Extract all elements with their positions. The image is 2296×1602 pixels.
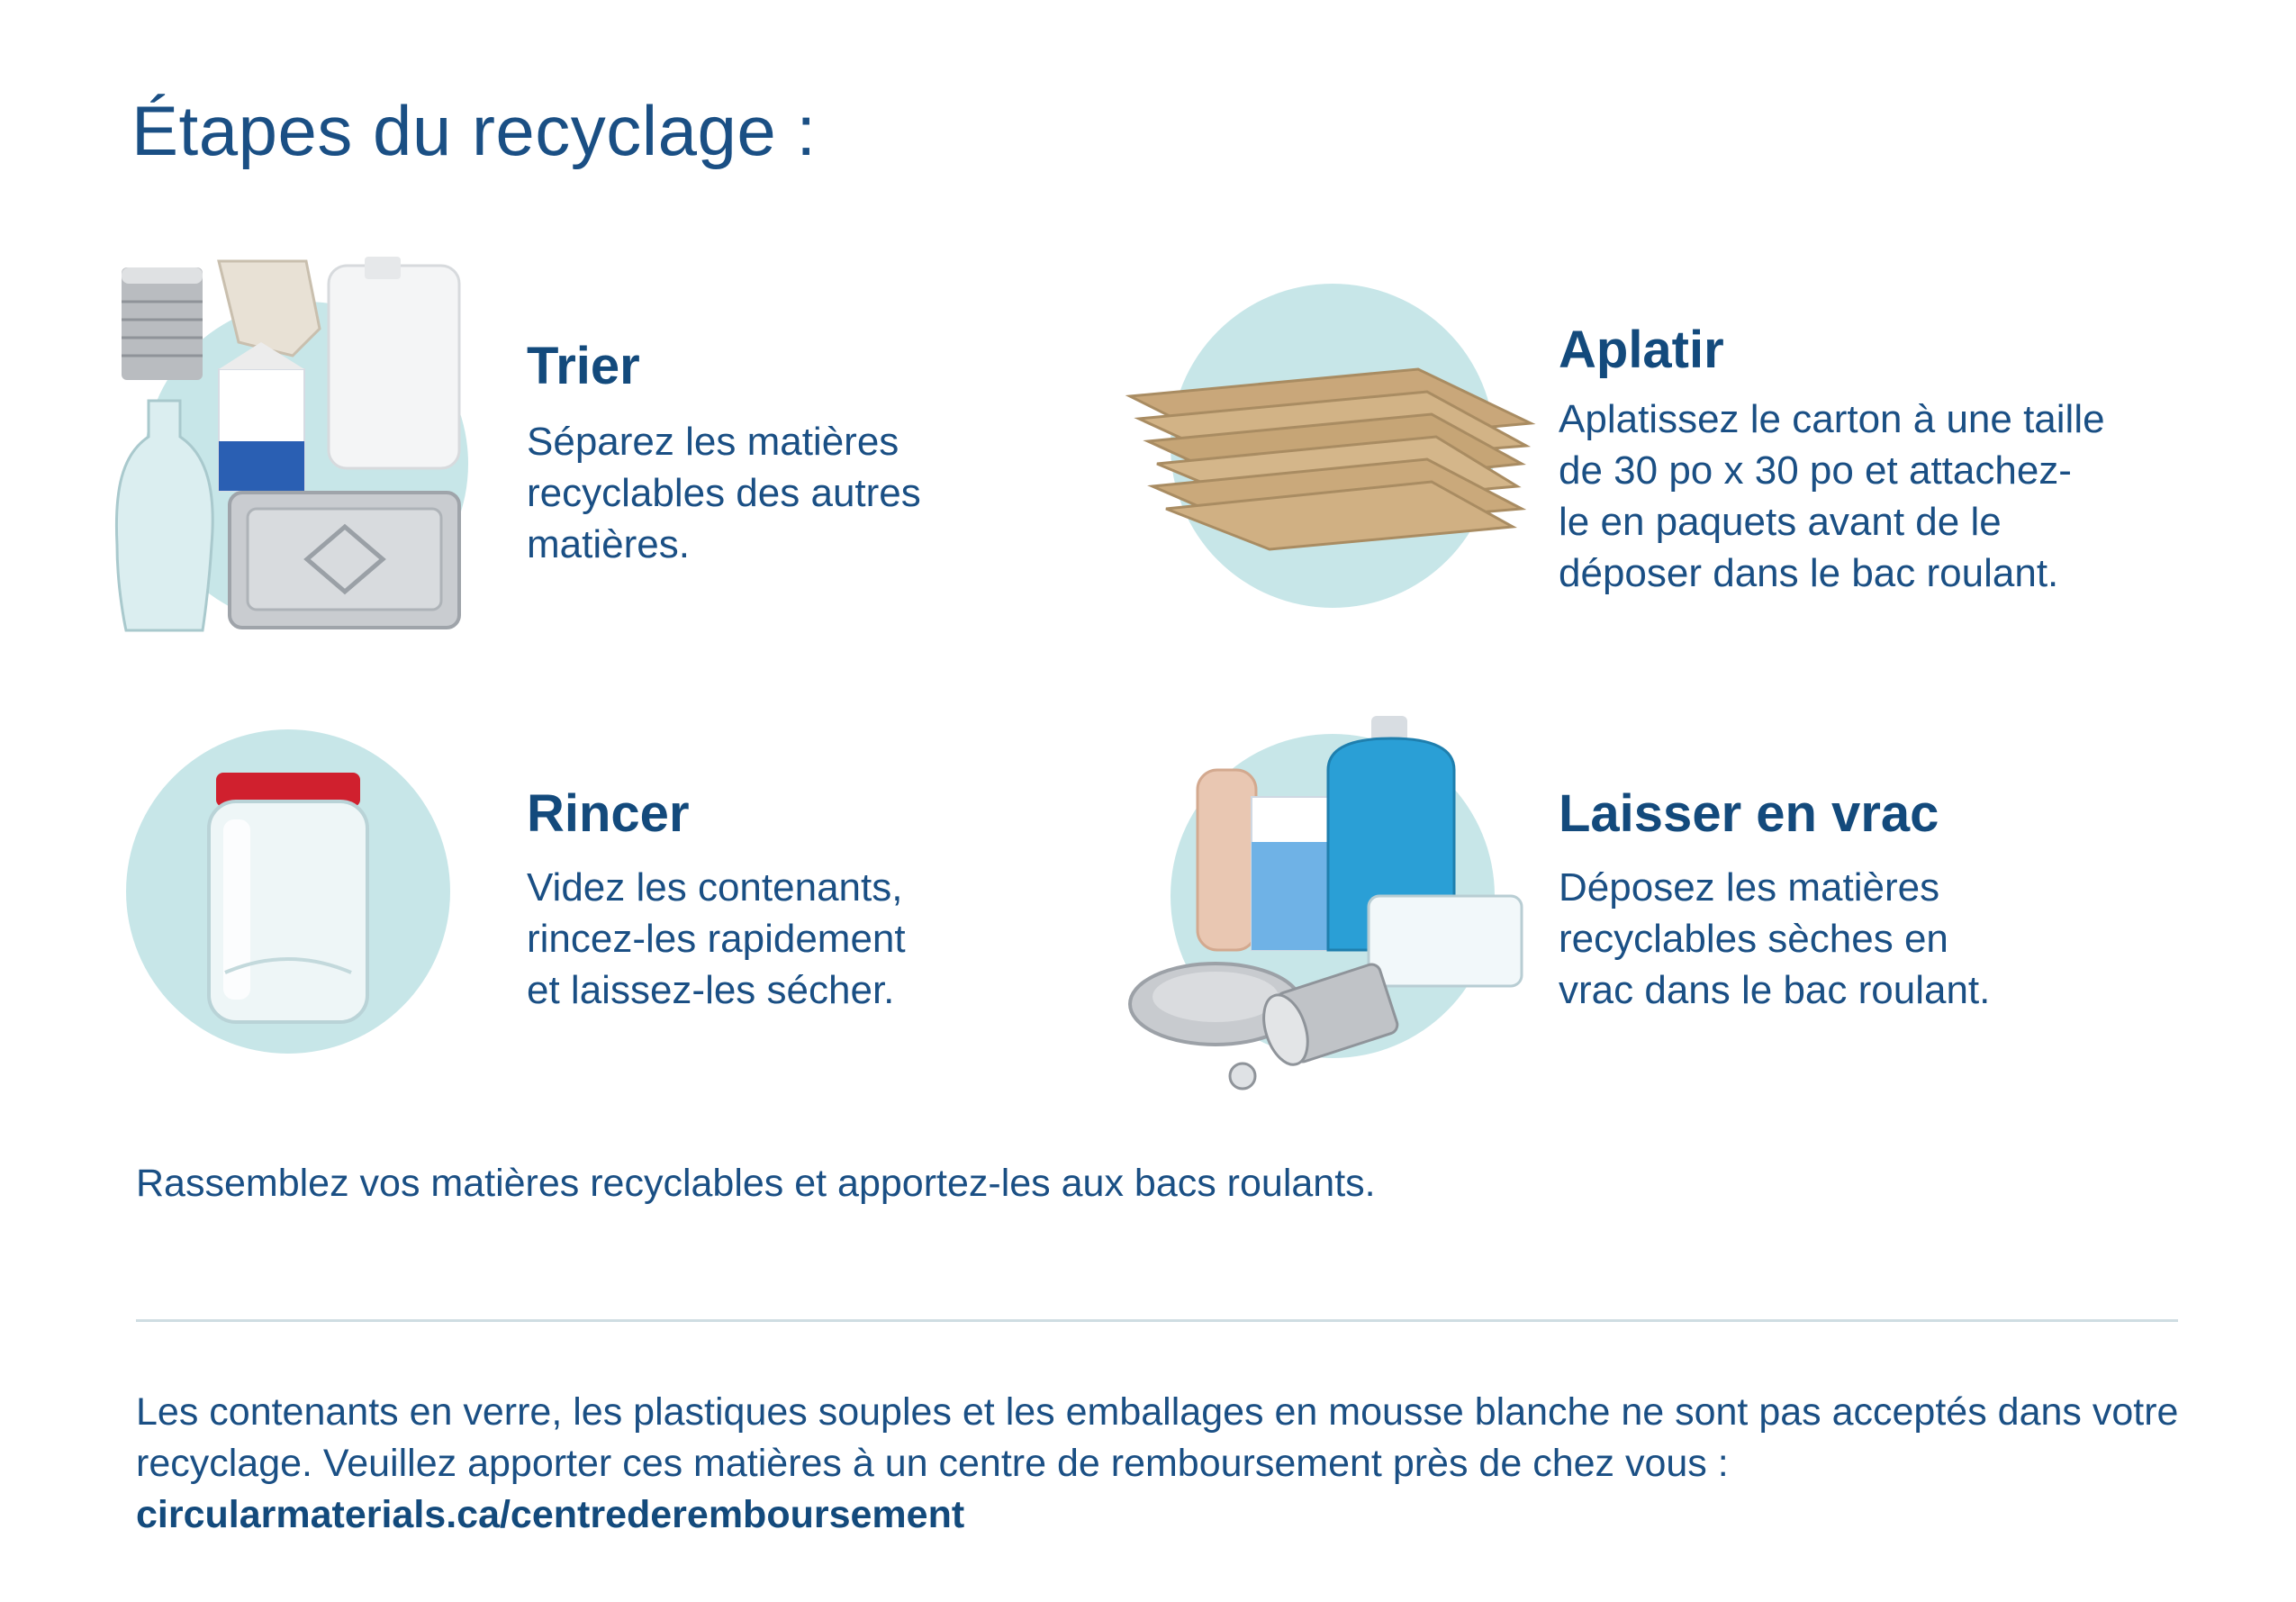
gather-note: Rassemblez vos matières recyclables et apportez-les aux bacs roulants. bbox=[136, 1162, 1376, 1205]
divider bbox=[136, 1319, 2178, 1322]
step-title-rincer: Rincer bbox=[527, 784, 690, 843]
rinsed-jar-icon bbox=[126, 729, 450, 1054]
step-title-trier: Trier bbox=[527, 337, 640, 395]
step-rincer-illustration bbox=[126, 729, 450, 1054]
step-text-trier: Séparez les matières recyclables des autres matières. bbox=[527, 420, 921, 566]
flattened-cardboard-icon bbox=[1121, 279, 1544, 612]
step-title-vrac: Laisser en vrac bbox=[1559, 784, 1939, 843]
refund-centre-link[interactable]: circularmaterials.ca/centrederemboursement bbox=[136, 1493, 965, 1536]
step-text-aplatir: Aplatissez le carton à une taille de 30 po x 30 po et attachez- le en paquets avant de le déposer dans le bac roulant. bbox=[1559, 397, 2105, 595]
step-title-aplatir: Aplatir bbox=[1559, 321, 1724, 379]
mixed-recyclables-icon bbox=[113, 257, 473, 635]
page-title: Étapes du recyclage : bbox=[131, 91, 817, 170]
step-aplatir-illustration bbox=[1121, 279, 1544, 612]
loose-recyclables-icon bbox=[1121, 707, 1544, 1103]
step-text-rincer: Videz les contenants, rincez-les rapidement et laissez-les sécher. bbox=[527, 865, 906, 1012]
step-trier-illustration bbox=[113, 257, 473, 635]
footer-text: Les contenants en verre, les plastiques souples et les emballages en mousse blanche ne sont pas acceptés dans votre recyclage. Veuillez apporter ces matières à un centre de remboursement près de chez vous : bbox=[136, 1390, 2179, 1485]
step-vrac-illustration bbox=[1121, 707, 1544, 1103]
step-text-vrac: Déposez les matières recyclables sèches en vrac dans le bac roulant. bbox=[1559, 865, 1991, 1012]
footer-note bbox=[136, 1387, 2189, 1541]
